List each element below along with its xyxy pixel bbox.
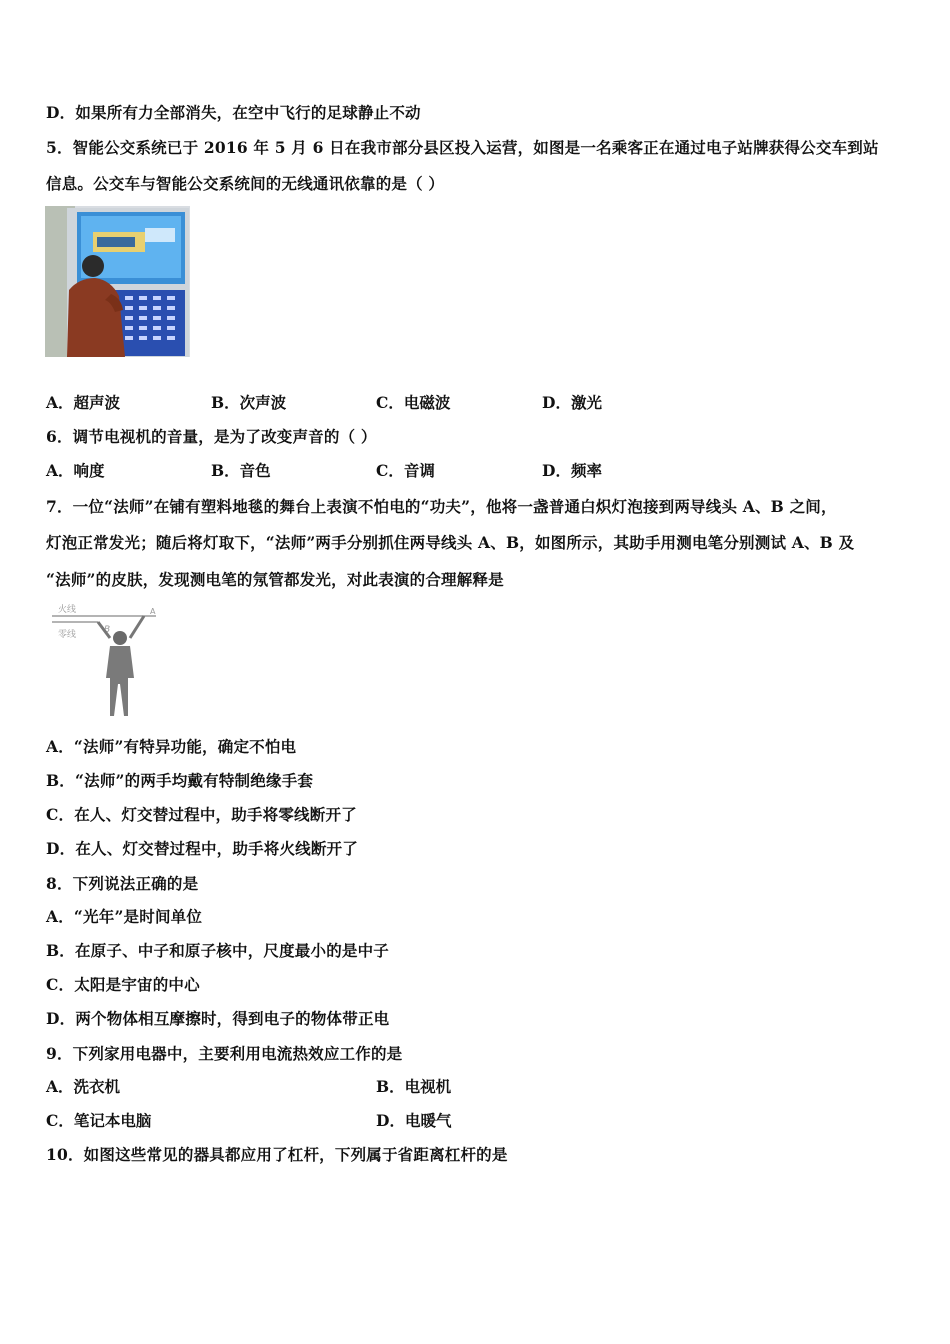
q7-stem-line3: “法师”的皮肤，发现测电笔的氖管都发光，对此表演的合理解释是 (46, 570, 504, 589)
q7-option-d[interactable]: D．在人、灯交替过程中，助手将火线断开了 (46, 839, 358, 858)
q8-option-b[interactable]: B．在原子、中子和原子核中，尺度最小的是中子 (46, 941, 390, 960)
q6-option-d[interactable]: D．频率 (542, 461, 602, 480)
q7-option-b[interactable]: B．“法师”的两手均戴有特制绝缘手套 (46, 771, 314, 790)
q7-stem-line2: 灯泡正常发光；随后将灯取下，“法师”两手分别抓住两导线头 A、B，如图所示，其助手用测电笔分别测试 A、B 及 (46, 533, 855, 552)
q4-option-d: D．如果所有力全部消失，在空中飞行的足球静止不动 (46, 103, 421, 122)
zero-wire-label: 零线 (58, 630, 77, 640)
fire-wire-label: 火线 (58, 605, 77, 615)
q7-option-c[interactable]: C．在人、灯交替过程中，助手将零线断开了 (46, 805, 357, 824)
q9-option-b[interactable]: B．电视机 (376, 1077, 452, 1096)
q6-option-c[interactable]: C．音调 (376, 461, 435, 480)
q10-stem: 10．如图这些常见的器具都应用了杠杆，下列属于省距离杠杆的是 (46, 1145, 508, 1164)
q9-option-c[interactable]: C．笔记本电脑 (46, 1111, 152, 1130)
q5-option-d[interactable]: D．激光 (542, 393, 602, 412)
q6-option-a[interactable]: A．响度 (46, 461, 105, 480)
q6-stem: 6．调节电视机的音量，是为了改变声音的（ ） (46, 427, 377, 446)
point-b-label: B (104, 625, 111, 635)
q8-option-c[interactable]: C．太阳是宇宙的中心 (46, 975, 200, 994)
q9-stem: 9．下列家用电器中，主要利用电流热效应工作的是 (46, 1044, 403, 1063)
q6-option-b[interactable]: B．音色 (211, 461, 271, 480)
q9-option-d[interactable]: D．电暖气 (376, 1111, 452, 1130)
q5-stem-line1: 5．智能公交系统已于 2016 年 5 月 6 日在我市部分县区投入运营，如图是一名乘客正在通过电子站牌获得公交车到站 (46, 138, 879, 157)
q7-option-a[interactable]: A．“法师”有特异功能，确定不怕电 (46, 737, 297, 756)
q9-option-a[interactable]: A．洗衣机 (46, 1077, 121, 1096)
bus-stop-photo (45, 206, 190, 357)
q5-stem-line2: 信息。公交车与智能公交系统间的无线通讯依靠的是（ ） (46, 174, 445, 193)
q8-option-a[interactable]: A．“光年”是时间单位 (46, 907, 203, 926)
q8-option-d[interactable]: D．两个物体相互摩擦时，得到电子的物体带正电 (46, 1009, 390, 1028)
q5-option-b[interactable]: B．次声波 (211, 393, 287, 412)
q5-option-a[interactable]: A．超声波 (46, 393, 121, 412)
magician-figure (48, 600, 163, 720)
q7-stem-line1: 7．一位“法师”在铺有塑料地毯的舞台上表演不怕电的“功夫”，他将一盏普通白炽灯泡接到两导线头 A、B 之间， (46, 497, 837, 516)
q5-option-c[interactable]: C．电磁波 (376, 393, 451, 412)
q8-stem: 8．下列说法正确的是 (46, 874, 199, 893)
point-a-label: A (150, 607, 156, 616)
